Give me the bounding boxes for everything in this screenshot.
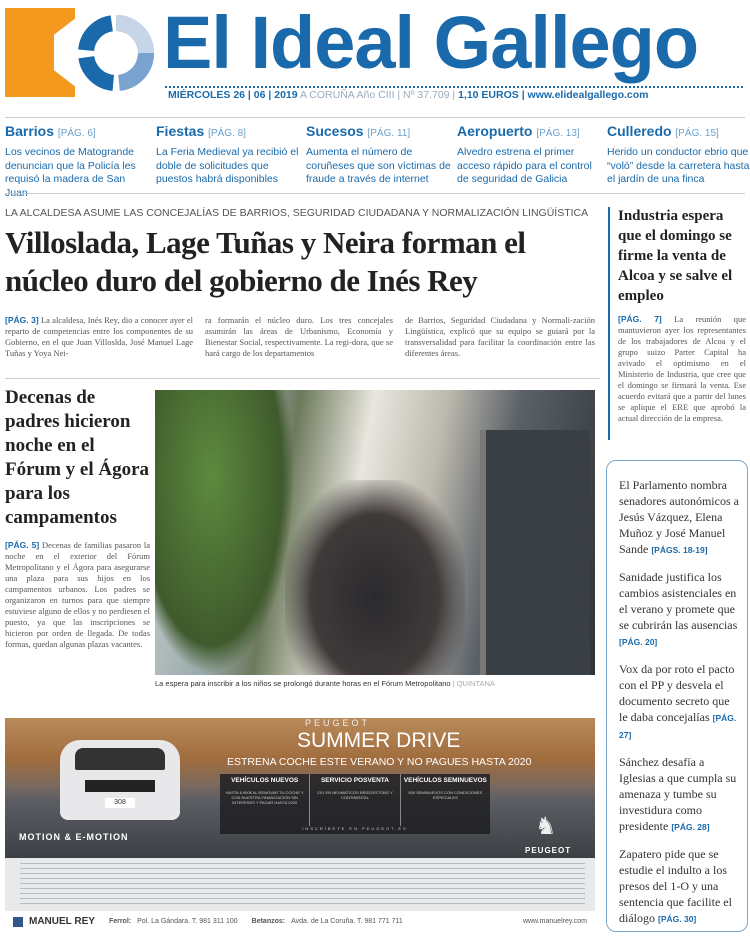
logo-ring-icon: [75, 12, 157, 94]
side-accent-bar: [608, 207, 610, 440]
divider: [5, 117, 745, 118]
ad-cta: INSCRÍBETE EN PEUGEOT.ES: [302, 826, 408, 831]
side-body: [PÁG. 7] La reunión que mantuvieron ayer los representantes de los trabajadores de Alcoa y el grupo suizo Parter Capital ha avivado el optimismo en el Ministerio de Industria, que cree que el domingo se firmará la venta. Ese acuerdo evitará que a partir del lunes se aplique el ERE que aprobó la actual dirección de la empresa.: [618, 314, 747, 423]
ad-motion: MOTION & E-MOTION: [19, 832, 129, 842]
section-culleredo[interactable]: Culleredo [PÁG. 15] Herido un conductor ebrio que “voló” desde la carretera hasta el jardín de una finca: [607, 123, 750, 185]
brief-item[interactable]: Vox da por roto el pacto con el PP y desvela el documento secreto que le daba concejalías [PÁG. 27]: [619, 662, 737, 740]
ferrol-label: Ferrol:: [108, 918, 132, 925]
section-barrios[interactable]: Barrios [PÁG. 6] Los vecinos de Matogrande denuncian que la Policía les requisó la madera de San Juan: [5, 123, 136, 199]
ferrol-address: Pol. La Gándara. T. 981 311 100: [137, 918, 238, 925]
lead-headline[interactable]: Villoslada, Lage Tuñas y Neira forman el núcleo duro del gobierno de Inés Rey: [5, 225, 526, 298]
side-headline[interactable]: Industria espera que el domingo se firme la venta de Alcoa y se salve el empleo: [618, 208, 733, 304]
dealer-logo-icon: [13, 917, 23, 927]
brief-item[interactable]: Sanidade justifica los cambios asistenciales en el verano y promete que se cubrirán las ausencias [PÁG. 20]: [619, 570, 738, 647]
dateline: [168, 89, 649, 102]
second-article: [5, 386, 150, 650]
dealer-web[interactable]: www.manuelrey.com: [522, 918, 587, 925]
peugeot-ad[interactable]: [5, 718, 595, 932]
masthead-title[interactable]: El Ideal Gallego: [163, 1, 699, 84]
side-article: [618, 206, 746, 424]
lead-kicker: LA ALCALDESA ASUME LAS CONCEJALÍAS DE BARRIOS, SEGURIDAD CIUDADANA Y NORMALIZACIÓN LINGÜÍSTICA: [5, 207, 589, 219]
logo-orange-block: [5, 8, 75, 97]
lead-column-1: [PÁG. 3] La alcaldesa, Inés Rey, dio a conocer ayer el reparto de competencias entre los componentes de su Gobierno, en el que Juan Villoslda, José Manuel Lage Tuñas y Yoya Nei-: [5, 315, 193, 358]
divider: [5, 193, 745, 194]
dealer-name: MANUEL REY: [29, 916, 95, 927]
briefs-box: [606, 460, 748, 932]
section-aeropuerto[interactable]: Aeropuerto [PÁG. 13] Alvedro estrena el primer acceso rápido para el control de seguridad de Galicia: [457, 123, 592, 185]
issue-info: A CORUÑA Año CIII | Nº 37.709 |: [299, 89, 456, 101]
price-web: 1,10 EUROS | www.elidealgallego.com: [458, 89, 649, 101]
ad-tagline: ESTRENA COCHE ESTE VERANO Y NO PAGUES HASTA 2020: [227, 756, 532, 768]
ad-legal-text: [20, 863, 585, 905]
brief-item[interactable]: Sánchez desafía a Iglesias a que cumpla su amenaza y tumbe su investidura como presidente [PÁG. 28]: [619, 755, 737, 833]
lead-column-3: de Barrios, Seguridad Ciudadana y Normali-zación Lingüística, explicó que su equipo se guiará por la transversalidad para facilitar la coordinación entre las diferentes áreas.: [405, 315, 595, 358]
ad-title: SUMMER DRIVE: [297, 729, 461, 752]
ad-brand-footer: PEUGEOT: [525, 846, 572, 855]
second-headline[interactable]: Decenas de padres hicieron noche en el Fórum y el Ágora para los campamentos: [5, 387, 150, 528]
second-body: [PÁG. 5] Decenas de familias pasaron la noche en el exterior del Fórum Metropolitano y el Ágora para asegurarse una plaza para sus hijos en los campamentos urbanos. Los padres se organizaron en turnos para que siempre estuviese alguno de ellos y no perdiesen el puesto, ya que las inscripciones se hicieron por orden de llegada. De todas formas, quedan algunas plazas vacantes.: [5, 540, 151, 649]
section-fiestas[interactable]: Fiestas [PÁG. 8] La Feria Medieval ya recibió el doble de solicitudes que puestos habrá disponibles: [156, 123, 299, 185]
peugeot-lion-icon: ♞: [535, 813, 557, 840]
car-plate: 308: [105, 798, 135, 808]
betanzos-label: Betanzos:: [251, 918, 286, 925]
divider: [165, 86, 743, 88]
brief-item[interactable]: El Parlamento nombra senadores autonómicos a Jesús Vázquez, Elena Muñoz y José Manuel Sande [PÁGS. 18-19]: [619, 478, 739, 556]
date: MIÉRCOLES 26 | 06 | 2019: [168, 89, 298, 101]
photo-caption: La espera para inscribir a los niños se prolongó durante horas en el Fórum Metropolitano | QUINTANA: [155, 679, 495, 688]
divider: [5, 378, 600, 379]
ad-offers: VEHÍCULOS NUEVOS HASTA 6.900€ AL RENOVAR TU COCHE Y CON NUESTRA FINANCIACIÓN SIN INTERESES Y PAGAR HASTA 2020 SERVICIO POSVENTA 2X1 EN NEUMÁTICOS BRIDGESTONE Y CONTINENTAL VEHÍCULOS SEMINUEVOS 500 SEMINUEVOS CON CONDICIONES ESPECIALES INSCRÍBETE EN PEUGEOT.ES: [220, 774, 490, 834]
dealer-bar: [5, 911, 595, 932]
news-photo[interactable]: [155, 390, 595, 675]
car-image: [60, 740, 180, 820]
lead-column-2: ra formarán el núcleo duro. Los tres concejales asumirán las áreas de Urbanismo, Economía y Bienestar Social, respectivamente. La regi-dora, que se hará cargo de los departamentos: [205, 315, 393, 358]
ad-brand: PEUGEOT: [305, 718, 371, 728]
betanzos-address: Avda. de La Coruña. T. 981 771 711: [291, 918, 403, 925]
section-sucesos[interactable]: Sucesos [PÁG. 11] Aumenta el número de coruñeses que son víctimas de fraude a través de internet: [306, 123, 451, 185]
brief-item[interactable]: Zapatero pide que se estudie el indulto a los presos del 1-O y una sentencia que facilite el diálogo [PÁG. 30]: [619, 847, 732, 925]
